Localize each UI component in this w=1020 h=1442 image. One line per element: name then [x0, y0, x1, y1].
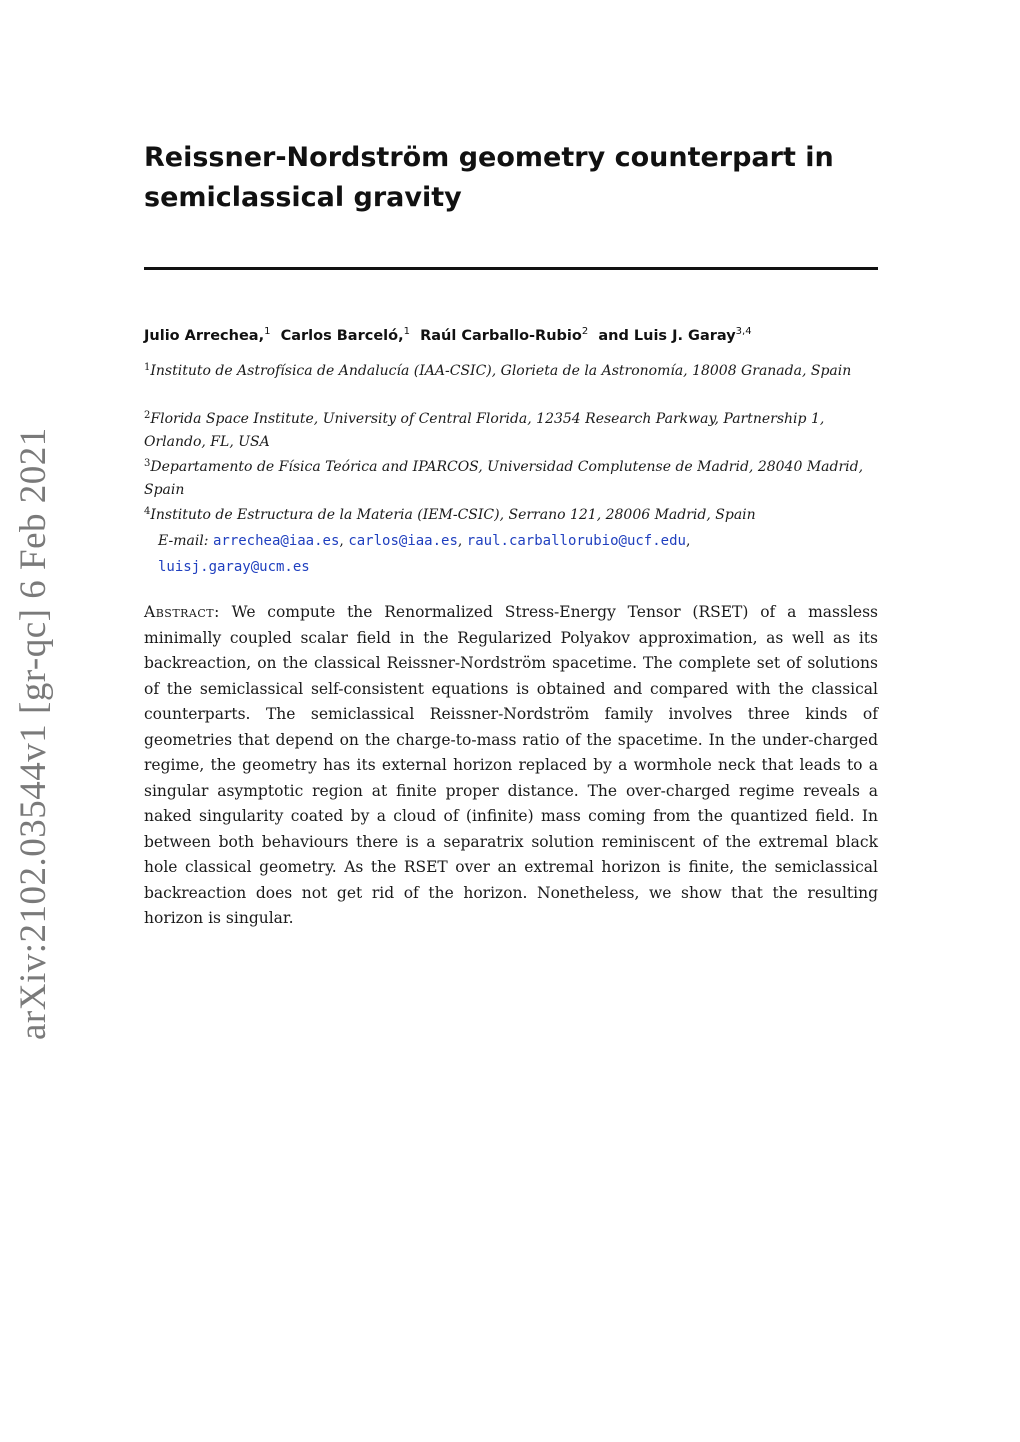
affiliation-4	[144, 500, 878, 527]
affiliation-text: Florida Space Institute, University of Central Florida, 12354 Research Parkway, Partnership 1, Orlando, FL, USA	[144, 411, 825, 450]
affiliation-text: Instituto de Astrofísica de Andalucía (IAA-CSIC), Glorieta de la Astronomía, 18008 Granada, Spain	[150, 363, 852, 379]
email-label: E-mail:	[158, 533, 209, 549]
abstract-label: Abstract:	[144, 603, 220, 621]
affiliation-number: 4	[144, 506, 151, 517]
affiliation-number: 2	[144, 410, 151, 421]
affiliation-number: 3	[144, 458, 151, 469]
arxiv-identifier-stamp: arXiv:2102.03544v1 [gr-qc] 6 Feb 2021	[13, 427, 54, 1040]
author-affiliation-marker: 3,4	[735, 326, 752, 337]
author-affiliation-marker: 2	[581, 326, 589, 337]
paper-title	[144, 138, 844, 218]
author-list	[144, 326, 752, 344]
abstract	[144, 600, 878, 932]
title-line-2: semiclassical gravity	[144, 182, 462, 213]
affiliation-text: Instituto de Estructura de la Materia (IEM-CSIC), Serrano 121, 28006 Madrid, Spain	[150, 507, 756, 523]
abstract-text: We compute the Renormalized Stress-Energy Tensor (RSET) of a massless minimally coupled scalar field in the Regularized Polyakov approximation, as well as its backreaction, on the classical Reissner-Nordström spacetime. The complete set of solutions of the semiclassical self-consistent equations is obtained and compared with the classical counterparts. The semiclassical Reissner-Nordström family involves three kinds of geometries that depend on the charge-to-mass ratio of the spacetime. In the under-charged regime, the geometry has its external horizon replaced by a wormhole neck that leads to a singular asymptotic region at finite proper distance. The over-charged regime reveals a naked singularity coated by a cloud of (infinite) mass coming from the quantized field. In between both behaviours there is a separatrix solution reminiscent of the extremal black hole classical geometry. As the RSET over an extremal horizon is finite, the semiclassical backreaction does not get rid of the horizon. Nonetheless, we show that the resulting horizon is singular.	[144, 603, 878, 927]
author-name: Julio Arrechea,	[144, 328, 265, 344]
affiliation-text: Departamento de Física Teórica and IPARCOS, Universidad Complutense de Madrid, 28040 Madrid, Spain	[144, 459, 864, 498]
email-link[interactable]: raul.carballorubio@ucf.edu	[466, 533, 686, 549]
title-line-1: Reissner-Nordström geometry counterpart in	[144, 142, 834, 173]
affiliation-3	[144, 452, 878, 502]
email-block: E-mail: arrechea@iaa.es, carlos@iaa.es, raul.carballorubio@ucf.edu, luisj.garay@ucm.es	[158, 533, 691, 575]
email-link[interactable]: arrechea@iaa.es	[212, 533, 340, 549]
affiliation-number: 1	[144, 362, 151, 373]
author-affiliation-marker: 1	[264, 326, 271, 337]
email-link[interactable]: luisj.garay@ucm.es	[158, 559, 310, 575]
title-divider	[144, 267, 878, 270]
affiliation-1	[144, 356, 878, 383]
email-link[interactable]: carlos@iaa.es	[348, 533, 458, 549]
affiliation-2	[144, 404, 878, 454]
author-name: and Luis J. Garay	[598, 328, 736, 344]
author-affiliation-marker: 1	[403, 326, 410, 337]
author-name: Raúl Carballo-Rubio	[420, 328, 582, 344]
author-name: Carlos Barceló,	[280, 328, 404, 344]
